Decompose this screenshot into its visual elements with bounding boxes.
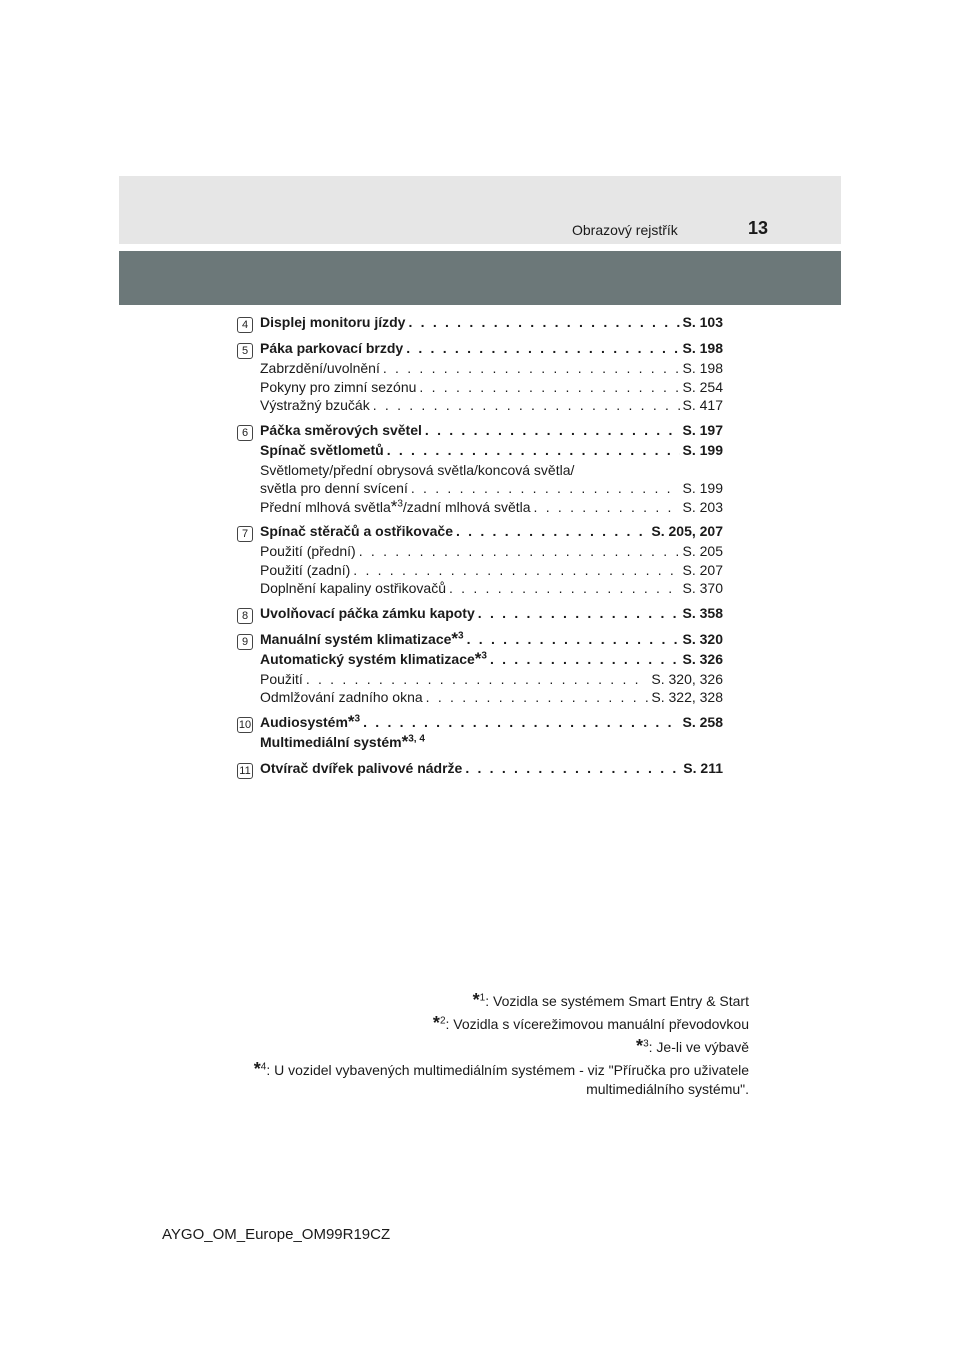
footnote-text: : U vozidel vybavených multimediálním systémem - viz "Příručka pro uživatele [266,1062,749,1078]
page-reference[interactable]: S. 199 [682,480,723,496]
entry-label-text: Výstražný bzučák [260,397,370,413]
page-reference[interactable]: S. 254 [682,378,723,395]
index-subentry[interactable] [260,689,723,708]
section-band [119,251,841,305]
page-reference[interactable]: S. 211 [683,759,723,776]
item-number-badge: 9 [237,634,253,650]
page-reference[interactable]: S. 205 [682,543,723,559]
footnote-star: * [347,713,355,731]
page-reference[interactable]: S. 320, 326 [651,670,723,687]
index-subentry[interactable] [260,580,723,599]
entry-label [260,360,380,376]
page-reference[interactable]: S. 370 [682,580,723,596]
entry-label [260,499,531,515]
index-entry [237,422,723,518]
leader-dots [456,523,648,539]
footnote-text: : Vozidla se systémem Smart Entry & Start [485,993,749,1009]
index-subentry[interactable] [260,397,723,416]
entry-label-text: Uvolňovací páčka zámku kapoty [260,604,475,621]
footnote [180,1061,749,1099]
index-main-entry[interactable] [260,422,723,442]
footnote-star: * [451,630,459,648]
index-subentry[interactable] [260,379,723,398]
index-subentry[interactable] [260,499,723,518]
entry-label-text: světla pro denní svícení [260,480,408,496]
leader-dots [383,360,680,376]
index-main-entry[interactable] [260,651,723,671]
footnote-text: multimediálního systému". [586,1081,749,1097]
entry-label-text: Automatický systém klimatizace [260,650,475,667]
entry-label-text: Zabrzdění/uvolnění [260,360,380,376]
footnote-number: 1 [479,992,486,1004]
item-number-badge: 11 [237,763,253,779]
header-band [119,176,841,244]
page-reference[interactable]: S. 417 [682,397,723,413]
leader-dots [478,605,680,621]
index-subentry[interactable] [260,480,723,499]
leader-dots [449,580,680,596]
entry-label-text: Multimediální systém [260,733,402,750]
index-subentry[interactable] [260,562,723,581]
entry-label [260,379,416,395]
leader-dots [467,631,680,647]
page-reference[interactable]: S. 358 [682,604,723,621]
entry-label-text: Použití [260,670,303,687]
index-main-entry[interactable] [260,760,723,780]
index-subentry[interactable] [260,543,723,562]
index-main-entry[interactable] [260,340,723,360]
footnote-star: * [401,733,409,751]
index-entry [237,523,723,599]
item-number-badge: 5 [237,343,253,359]
footnote-star: * [253,1059,261,1079]
entry-label-text: Použití (zadní) [260,561,351,578]
entry-label [260,651,487,667]
footnote [180,1015,749,1034]
index-main-entry[interactable] [260,734,723,754]
entry-label [260,422,422,438]
page-reference[interactable]: S. 197 [682,421,723,438]
footnote-star: * [472,990,480,1010]
footnote-ref: 3 [481,650,487,661]
page-reference[interactable]: S. 326 [682,650,723,667]
entry-label [260,760,462,776]
entry-label-text: Spínač světlometů [260,441,384,458]
leader-dots [425,422,680,438]
page-reference[interactable]: S. 205, 207 [651,523,723,539]
entry-label-text: Odmlžování zadního okna [260,689,423,705]
index-list [237,314,723,786]
entry-label [260,671,303,687]
leader-dots [353,562,679,578]
index-main-entry[interactable] [260,442,723,462]
index-subentry[interactable] [260,360,723,379]
leader-dots [419,379,679,395]
footnote-star: * [390,498,398,516]
item-number-badge: 10 [238,718,252,731]
entry-label [260,605,475,621]
index-entry [237,340,723,416]
page-reference[interactable]: S. 322, 328 [651,689,723,705]
leader-dots [306,671,649,687]
entry-label-text: Použití (přední) [260,543,356,559]
page-reference[interactable]: S. 207 [682,561,723,578]
footnote-ref: 3 [354,713,361,724]
entry-label-text: Páčka směrových světel [260,421,422,438]
page-number: 13 [748,218,769,238]
index-main-entry[interactable] [260,605,723,625]
entry-label-text: Pokyny pro zimní sezónu [260,378,417,395]
footnote-number: 2 [439,1015,446,1027]
footnote-star: * [474,650,482,668]
footnote-number: 4 [260,1061,267,1073]
leader-dots [490,651,680,667]
footnote-ref: 3 [397,498,403,509]
entry-label-text: Přední mlhová světla [260,498,391,515]
item-number-badge: 4 [237,317,253,333]
item-number-badge: 8 [237,608,253,624]
entry-label [260,397,370,413]
entry-label-text: Audiosystém [260,713,348,730]
leader-dots [408,314,679,330]
item-number-badge: 7 [237,526,253,542]
footnote-ref: 3, 4 [408,733,425,744]
leader-dots [465,760,680,776]
entry-label-text: Páka parkovací brzdy [260,340,404,356]
entry-label [260,340,403,356]
footnote-text: : Vozidla s vícerežimovou manuální převodovkou [445,1016,749,1032]
entry-label [260,714,360,730]
index-entry [237,605,723,625]
footnote [180,992,749,1011]
entry-label-text: /zadní mlhová světla [402,498,531,515]
leader-dots [426,689,649,705]
index-subentry[interactable] [260,671,723,690]
page-reference[interactable]: S. 320 [682,630,723,647]
page-reference[interactable]: S. 198 [682,360,723,376]
entry-label [260,631,464,647]
page-reference[interactable]: S. 198 [682,340,723,356]
index-subentry-text: Světlomety/přední obrysová světla/koncová světla/ [260,461,575,478]
item-number-badge: 6 [237,425,253,441]
entry-label [260,580,446,596]
footnote-number: 3 [643,1038,649,1050]
page-reference[interactable]: S. 103 [682,314,723,330]
index-main-entry[interactable] [260,631,723,651]
entry-label-text: Doplnění kapaliny ostřikovačů [260,580,446,596]
footnote-text: : Je-li ve výbavě [648,1039,749,1055]
entry-label-text: Spínač stěračů a ostřikovače [260,523,453,539]
entry-label [260,442,384,458]
index-main-entry[interactable] [260,714,723,734]
document-code: AYGO_OM_Europe_OM99R19CZ [162,1226,391,1243]
entry-label [260,689,423,705]
index-entry [237,314,723,334]
entry-label [260,543,356,559]
leader-dots [411,480,680,496]
entry-label-text: Otvírač dvířek palivové nádrže [260,759,463,776]
entry-label [260,523,453,539]
entry-label-text: Displej monitoru jízdy [260,314,406,330]
leader-dots [363,714,679,730]
leader-dots [373,397,680,413]
leader-dots [359,543,680,559]
index-main-entry[interactable] [260,523,723,543]
index-entry [237,760,723,780]
entry-label-text: Manuální systém klimatizace [260,630,452,647]
page-reference[interactable]: S. 258 [682,713,723,730]
page-reference[interactable]: S. 203 [682,498,723,515]
entry-label [260,734,425,750]
section-title: Obrazový rejstřík [572,222,678,238]
leader-dots [534,499,680,515]
footnote-star: * [432,1013,440,1033]
footnote-star: * [636,1036,644,1056]
entry-label [260,562,350,578]
index-entry [237,714,723,754]
page-reference[interactable]: S. 199 [682,441,723,458]
leader-dots [406,340,679,356]
footnote [180,1038,749,1057]
footnote-ref: 3 [458,630,464,641]
index-main-entry[interactable] [260,314,723,334]
leader-dots [387,442,680,458]
footnotes [180,992,749,1103]
index-entry [237,631,723,708]
entry-label [260,314,405,330]
entry-label [260,480,408,496]
